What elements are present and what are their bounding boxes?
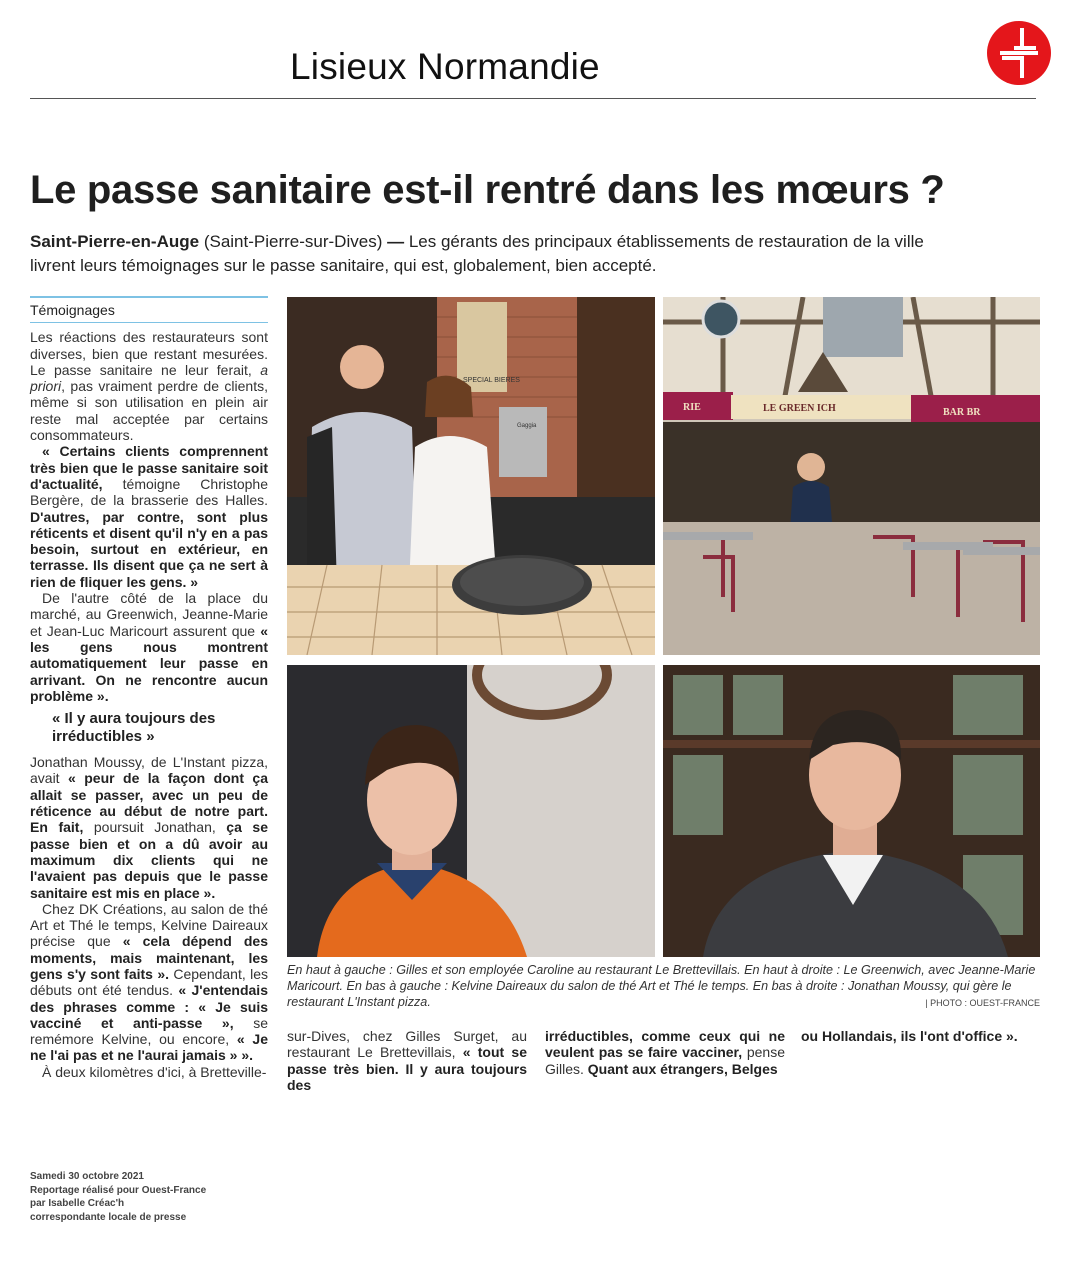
header-divider <box>30 98 1036 99</box>
footer-reportage: Reportage réalisé pour Ouest-France <box>30 1184 207 1196</box>
footer-date: Samedi 30 octobre 2021 <box>30 1171 144 1182</box>
awning-center-text: LE GREEN ICH <box>763 403 836 414</box>
ouest-france-logo-icon <box>986 20 1052 86</box>
photo-caption: En haut à gauche : Gilles et son employée Caroline au restaurant Le Brettevillais. En haut à droite : Le Greenwich, avec Jeanne-Marie Maricourt. En bas à gauche : Kelvine Daireaux du salon de thé Art et Thé le temps. En bas à droite : Jonathan Moussy, qui gère le restaurant L'Instant pizza. <box>287 963 1036 1009</box>
paragraph: irréductibles, comme ceux qui ne veulent pas se faire vacciner, pense Gilles. Quant aux étrangers, Belges <box>545 1028 785 1077</box>
special-bieres-sign: SPECIAL BIERES <box>463 377 520 384</box>
photo-credit: | PHOTO : OUEST-FRANCE <box>925 998 1040 1008</box>
paragraph: Les réactions des restaurateurs sont diverses, bien que restant mesurées. Le passe sanitaire ne leur ferait, a priori, pas vraiment perdre de clients, même si son utilisation en plein air reste mal acceptée par certains consommateurs. <box>30 329 268 444</box>
lede-place: Saint-Pierre-en-Auge <box>30 232 200 251</box>
photo-kelvine-daireaux <box>287 665 655 957</box>
article-subhead: « Il y aura toujours des irréductibles » <box>52 710 216 746</box>
paragraph: sur-Dives, chez Gilles Surget, au restaurant Le Brettevillais, « tout se passe très bien. Il y aura toujours des <box>287 1028 527 1093</box>
paragraph: De l'autre côté de la place du marché, au Greenwich, Jeanne-Marie et Jean-Luc Maricourt assurent que « les gens nous montrent automatiquement leur passe en arrivant. On ne rencontre aucun problème ». <box>30 590 268 704</box>
footer-author: par Isabelle Créac'h <box>30 1198 125 1209</box>
photo-brettevillais <box>287 297 655 655</box>
article-column-2 <box>287 1028 527 1093</box>
awning-right-text: BAR BR <box>943 407 981 418</box>
photo-greenwich <box>663 297 1040 655</box>
awning-left-text: RIE <box>683 402 701 413</box>
lede-dash: — <box>387 232 405 251</box>
photo-jonathan-moussy <box>663 665 1040 957</box>
section-label: Témoignages <box>30 296 268 323</box>
section-title: Lisieux Normandie <box>290 46 600 87</box>
coffee-machine-label: Gaggia <box>517 423 537 429</box>
paragraph: Jonathan Moussy, de L'Instant pizza, avait « peur de la façon dont ça allait se passer, avec un peu de réticence au début de notre part. En fait, poursuit Jonathan, ça se passe bien et on a dû avoir au maximum dix clients qui ne l'avaient pas depuis que le passe sanitaire est mis en place ». <box>30 754 268 901</box>
paragraph: ou Hollandais, ils l'ont d'office ». <box>801 1028 1018 1044</box>
paragraph: « Certains clients comprennent très bien que le passe sanitaire soit d'actualité, témoigne Christophe Bergère, de la brasserie des Halles. D'autres, par contre, sont plus réticents et disent qu'il n'y en a pas besoin, surtout en extérieur, en terrasse. Ils disent que ça ne sert à rien de fliquer les gens. » <box>30 443 268 590</box>
article-column-4 <box>801 1028 1041 1044</box>
article-column-3 <box>545 1028 785 1077</box>
lede-text: Les gérants des principaux établissements de restauration de la ville livrent leurs témoignages sur le passe sanitaire, qui est, globalement, bien accepté. <box>30 232 924 275</box>
paragraph: À deux kilomètres d'ici, à Bretteville- <box>42 1063 267 1080</box>
footer-role: correspondante locale de presse <box>30 1211 187 1223</box>
paragraph: Chez DK Créations, au salon de thé Art et Thé le temps, Kelvine Daireaux précise que « cela dépend des moments, mais maintenant, les gens s'y sont faits ». Cependant, les débuts ont été tendus. « J'entendais des phrases comme : « Je suis vacciné et anti-passe », se remémore Kelvine, ou encore, « Je ne l'ai pas et ne l'aurai jamais » ». <box>30 900 269 1064</box>
lede-place-paren: (Saint-Pierre-sur-Dives) <box>203 232 383 251</box>
publication-footer <box>30 1170 206 1224</box>
article-column-1 <box>30 296 268 1080</box>
article-headline: Le passe sanitaire est-il rentré dans les mœurs ? <box>30 168 945 212</box>
article-lede <box>30 230 930 278</box>
